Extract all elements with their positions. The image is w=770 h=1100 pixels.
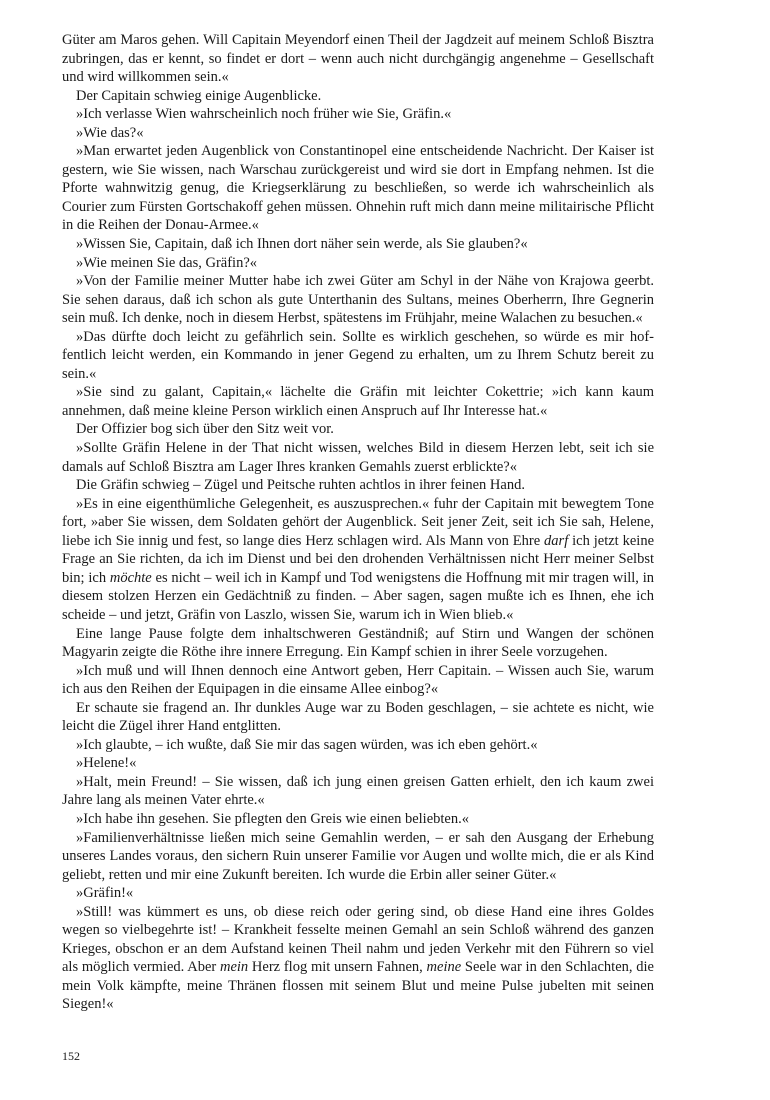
paragraph [62,328,654,384]
paragraph [62,773,654,810]
text-run: »Wissen Sie, Capitain, daß ich Ihnen dort näher sein werde, als Sie glauben?« [76,236,528,253]
paragraph [62,87,654,106]
text-run: »Wie das?« [76,124,144,141]
paragraph [62,383,654,420]
text-run: »Ich habe ihn gesehen. Sie pflegten den Greis wie einen beliebten.« [76,810,469,827]
paragraph [62,754,654,773]
text-run: ich jetzt keine Frage an Sie richten, da ich im Dienst und bei den drohenden Verhältnissen nicht Herr meiner Selbst bin; ich [62,532,654,586]
paragraph [62,439,654,476]
text-run: »Halt, mein Freund! – Sie wissen, daß ich jung einen greisen Gatten erhielt, den ich kaum zwei Jahre lang als meinen Vater ehrte.« [62,773,654,809]
text-run: »Von der Familie meiner Mutter habe ich zwei Güter am Schyl in der Nähe von Krajowa geerbt. Sie sehen daraus, daß ich schon als gute Unterthanin des Sultans, meines Oberherrn, Ihre Gegnerin sein muß. Ich denke, noch in diesem Herbst, spätestens im Frühjahr, meine Walachen zu besuchen.« [62,273,654,327]
paragraph [62,235,654,254]
paragraph [62,420,654,439]
emphasized-text: darf [544,532,569,549]
paragraph [62,272,654,328]
paragraph [62,625,654,662]
paragraph [62,142,654,235]
paragraph [62,31,654,87]
page-body [62,31,654,1014]
paragraph [62,829,654,885]
paragraph [62,736,654,755]
text-run: »Man erwartet jeden Augenblick von Constantinopel eine entscheidende Nachricht. Der Kaiser ist gestern, wie Sie wissen, nach Warschau zurückgereist und wird sie dort in Empfang nehmen. Ist die Pforte wahnwitzig genug, die Kriegserklärung zu beschließen, so werde ich wahrscheinlich als Courier zum Fürsten Gortschakoff gehen müssen. Ohnehin ruft mich dann meine militairische Pflicht in die Reihen der Donau-Armee.« [62,143,654,234]
page-number: 152 [62,1049,80,1063]
paragraph [62,254,654,273]
text-run: Güter am Maros gehen. Will Capitain Meyendorf einen Theil der Jagdzeit auf meinem Schloß Bisztra zubringen, das er kennt, so findet er dort – wenn auch nicht durchgängig angenehme – Gesellschaft und wird willkommen sein.« [62,32,654,86]
text-run: Seele war in den Schlachten, die mein Volk kämpfte, meine Thränen flossen mit seinem Blut und meine Pulse jubelten mit seinen Siegen!« [62,959,654,1013]
paragraph [62,105,654,124]
paragraph [62,699,654,736]
text-run: »Helene!« [76,755,137,772]
text-run: »Sie sind zu galant, Capitain,« lächelte die Gräfin mit leichter Cokettrie; »ich kann kaum annehmen, daß meine kleine Person wirklich einen Anspruch auf Ihr Interesse hat.« [62,384,654,419]
text-run: Die Gräfin schwieg – Zügel und Peitsche ruhten achtlos in ihrer feinen Hand. [76,477,525,494]
paragraph [62,810,654,829]
text-run: »Es in eine eigenthümliche Gelegenheit, es auszusprechen.« fuhr der Capitain mit bewegtem Tone fort, »aber Sie wissen, dem Soldaten gehört der Augenblick. Seit jener Zeit, seit ich Sie sah, Helene, liebe ich Sie innig und fest, so lange dies Herz schlagen wird. Als Mann von Ehre [62,495,654,549]
text-run: es nicht – weil ich in Kampf und Tod wenigstens die Hoffnung mit mir tragen will, in diesem stolzen Herzen ein Gedächtniß zu finden. – Aber sagen, sagen mußte ich es Ihnen, ehe ich scheide – und jetzt, Gräfin von Laszlo, wissen Sie, warum ich in Wien blieb.« [62,569,654,623]
text-run: »Sollte Gräfin Helene in der That nicht wissen, welches Bild in diesem Herzen lebt, seit ich sie damals auf Schloß Bisztra am Lager Ihres kranken Gemahls zuerst erblickte?« [62,440,654,475]
paragraph [62,903,654,1014]
text-run: Herz flog mit unsern Fahnen, [248,959,427,976]
emphasized-text: mein [219,959,249,976]
text-run: Eine lange Pause folgte dem inhaltschweren Geständniß; auf Stirn und Wangen der schönen Magyarin zeigte die Röthe ihre innere Erregung. Ein Kampf schien in ihrer Seele vorzugehen. [62,625,654,661]
text-run: »Ich verlasse Wien wahrscheinlich noch früher wie Sie, Gräfin.« [76,106,452,123]
paragraph [62,884,654,903]
text-run: »Ich muß und will Ihnen dennoch eine Antwort geben, Herr Capitain. – Wissen auch Sie, warum ich aus den Reihen der Equipagen in die einsame Allee einbog?« [62,662,654,698]
text-run: »Familienverhältnisse ließen mich seine Gemahlin werden, – er sah den Ausgang der Erhebung unseres Landes voraus, den sichern Ruin unserer Familie vor Augen und wollte mich, die er als Kind geliebt, retten und mir eine Zukunft bereiten. Ich wurde die Erbin aller seiner Güter.« [62,829,654,883]
text-run: Er schaute sie fragend an. Ihr dunkles Auge war zu Boden geschlagen, – sie achtete es nicht, wie leicht die Zügel ihrer Hand entglitten. [62,699,654,735]
text-run: Der Offizier bog sich über den Sitz weit vor. [76,421,334,438]
text-run: »Still! was kümmert es uns, ob diese reich oder gering sind, ob diese Hand eine ihres Goldes wegen so vielbegehrte ist! – Krankheit fesselte meinen Gemahl an sein Schloß während des ganzen Krieges, obschon er an dem Aufstand keinen Theil nahm und jeden Verkehr mit den Führern so viel als möglich vermied. Aber [62,903,654,976]
emphasized-text: möchte [109,569,152,586]
emphasized-text: meine [426,959,462,976]
paragraph [62,662,654,699]
text-run: »Das dürfte doch leicht zu gefährlich sein. Sollte es wirklich geschehen, so würde es mir hoffentlich leicht werden, ein Kommando in jener Gegend zu erhalten, um zu Ihrem Schutz bereit zu sein.« [62,328,654,382]
text-run: Der Capitain schwieg einige Augenblicke. [76,87,322,104]
paragraph [62,124,654,143]
text-run: »Wie meinen Sie das, Gräfin?« [76,254,258,271]
text-run: »Ich glaubte, – ich wußte, daß Sie mir das sagen würden, was ich eben gehört.« [76,736,538,753]
paragraph [62,476,654,495]
paragraph [62,495,654,625]
text-run: »Gräfin!« [76,885,134,902]
